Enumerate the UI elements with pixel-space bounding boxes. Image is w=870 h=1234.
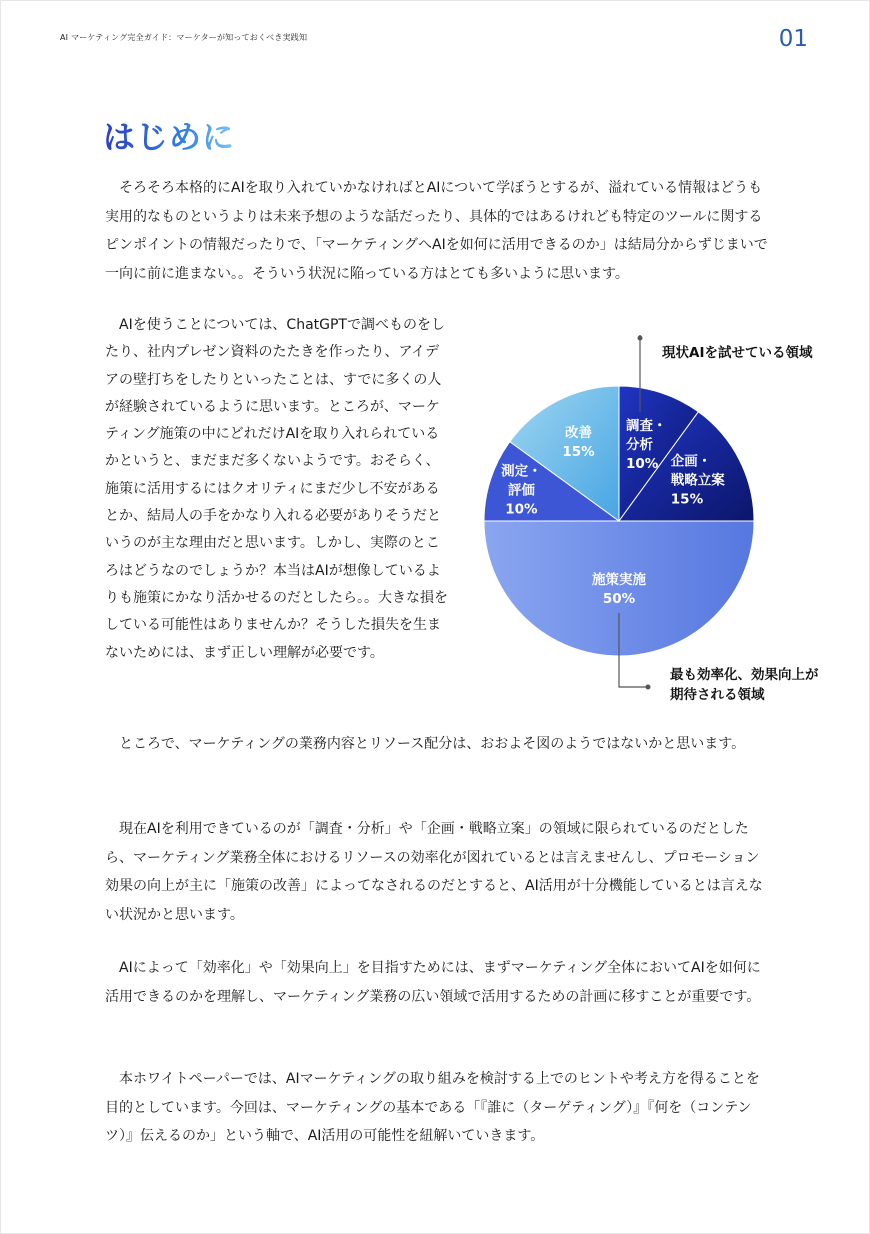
pie-chart-svg [470, 330, 830, 710]
intro-paragraph-2: AIを使うことについては、ChatGPTで調べものをしたり、社内プレゼン資料のたたきを作ったり、アイデアの壁打ちをしたりといったことは、すでに多くの人が経験されているように思います。ところが、マーケティング施策の中にどれだけAIを取り入れられているかというと、まだまだ多くないようです。おそらく、施策に活用するにはクオリティにまだ少し不安があるとか、結局人の手をかなり入れる必要がありそうだというのが主な理由だと思います。しかし、実際のところはどうなのでしょうか？本当はAIが想像しているよりも施策にかなり活かせるのだとしたら。。大きな損をしている可能性はありませんか？そうした損失を生まないためには、まず正しい理解が必要です。 [105, 317, 448, 661]
pie-slice-label-3: 測定・評価 10% [501, 463, 542, 518]
body-paragraph-5: AIによって「効率化」や「効果向上」を目指すためには、まずマーケティング全体においてAIを如何に活用できるのかを理解し、マーケティング業務の広い領域で活用するための計画に移すことが重要です。 [105, 960, 761, 1005]
callout-most-effective-area: 最も効率化、効果向上が期待される領域 [670, 667, 819, 703]
intro-paragraph-1: そろそろ本格的にAIを取り入れていかなければとAIについて学ぼうとするが、溢れている情報はどうも実用的なものというよりは未来予想のような話だったり、具体的ではあるけれども特定のツールに関するピンポイントの情報だったりで、「マーケティングへAIを如何に活用できるのか」は結局分からずじまいで一向に前に進まない。。そういう状況に陥っている方はとても多いように思います。 [105, 180, 768, 282]
resource-pie-chart [470, 330, 830, 710]
bottom-leader-dot [646, 685, 651, 690]
pie-slice-label-1: 企画・戦略立案 15% [670, 453, 725, 508]
header-title: AI マーケティング完全ガイド：マーケターが知っておくべき実践知 [60, 33, 308, 42]
body-paragraph-4: 現在AIを利用できているのが「調査・分析」や「企画・戦略立案」の領域に限られているのだとしたら、マーケティング業務全体におけるリソースの効率化が図れているとは言えませんし、プロモーション効果の向上が主に「施策の改善」によってなされるのだとすると、AI活用が十分機能しているとは言えない状況かと思います。 [105, 821, 763, 923]
pie-slice-label-0: 調査・分析 10% [626, 417, 667, 472]
callout-current-ai-area: 現状AIを試せている領域 [662, 345, 813, 361]
pie-slice-label-4: 改善 15% [562, 425, 595, 461]
page-title: はじめに [103, 112, 235, 158]
body-paragraph-6: 本ホワイトペーパーでは、AIマーケティングの取り組みを検討する上でのヒントや考え方を得ることを目的としています。今回は、マーケティングの基本である「『誰に（ターゲティング）』『何を（コンテンツ）』伝えるのか」という軸で、AI活用の可能性を紐解いていきます。 [105, 1071, 760, 1144]
pie-slice-label-2: 施策実施 50% [592, 572, 646, 607]
body-paragraph-3: ところで、マーケティングの業務内容とリソース配分は、おおよそ図のようではないかと思います。 [119, 736, 746, 752]
page-number: 01 [778, 26, 808, 52]
top-leader-dot [638, 336, 643, 341]
